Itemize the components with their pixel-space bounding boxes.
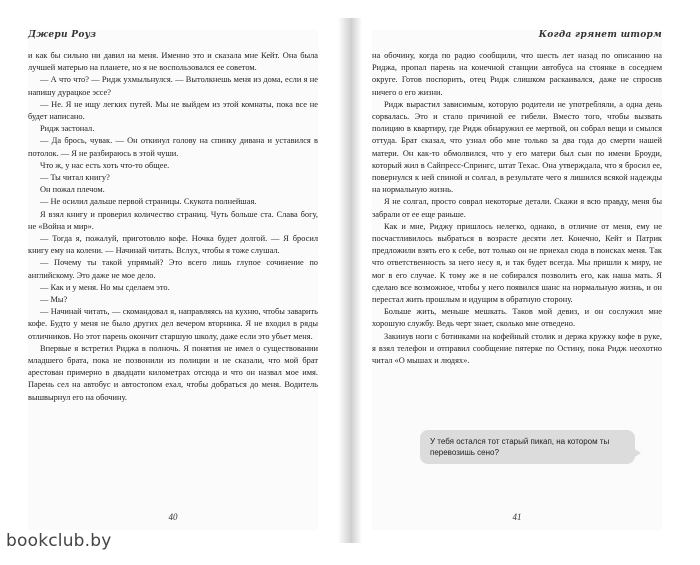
running-head-title: Когда грянет шторм bbox=[538, 30, 662, 40]
paragraph: Впервые я встретил Риджа в полночь. Я понятия не имел о существовании младшего брата, пока не позвонили из полиции и не сказали, что мой брат арестован примерно в двадцати километрах отсюда и что он назвал мое имя. Парень сел на автобус и автостопом ехал, чтобы добраться до меня. Водитель вышвырнул его на обочину. bbox=[28, 343, 318, 402]
right-page bbox=[372, 30, 662, 530]
page-number-right: 41 bbox=[512, 512, 522, 522]
paragraph: — А что что? — Ридж ухмыльнулся. — Вытолкнешь меня из дома, если я не напишу дурацкое эссе? bbox=[28, 75, 318, 97]
paragraph: Я не солгал, просто соврал некоторые детали. Скажи я всю правду, меня бы забрали от ее еще раньше. bbox=[372, 197, 662, 219]
paragraph: Что ж, у нас есть хоть что-то общее. bbox=[40, 160, 170, 170]
paragraph: Как и мне, Риджу пришлось нелегко, однако, в отличие от меня, ему не посчастливилось выбраться в возрасте десяти лет. Конечно, Кейт и Патрик предложили взять его к себе, вот только он не приехал сюда в поисках меня. Так что ответственность за него несу я, и так будет всегда. Мы пришли к миру, не мог в его случае. К тому же я не собирался позволить его, как наша мать. Я сделаю все возможное, чтобы у него появился шанс на нормальную жизнь, и он перестал жить прошлым и идущим в обратную сторону. bbox=[372, 221, 662, 305]
paragraph: — Мы? bbox=[40, 295, 68, 305]
paragraph: — Начинай читать, — скомандовал я, направляясь на кухню, чтобы заварить кофе. Будто у меня не было других дел вечером вторника. Я не входил в ряды отличников. Но этот парень окончит старшую школу, даже если это убьет меня. bbox=[28, 307, 318, 341]
page-number-left: 40 bbox=[168, 512, 178, 522]
running-head-author: Джери Роуз bbox=[28, 30, 97, 40]
paragraph: Он пожал плечом. bbox=[40, 185, 105, 195]
paragraph: — Да брось, чувак. — Он откинул голову на спинку дивана и уставился в потолок. — Я не разбираюсь в этой чуши. bbox=[28, 136, 318, 158]
right-page-text bbox=[372, 50, 662, 367]
paragraph: Ридж вырастил зависимым, которую родители не употребляли, а одна день сорвалась. Это и стало причиной ее гибели. Вместо того, чтобы вызвать полицию в квартиру, где Ридж обнаружил ее мертвой, он собрал вещи и смылся оттуда. Брат сказал, что узнал обо мне только за два года до смерти нашей матери. Он как-то обмолвился, что у его матери был сын по имени Броуди, который жил в Сайпресс-Спрингс, штат Техас. Она утверждала, что я бросил ее, повернулся к ней спиной и солгал, в результате чего я лишился всякой надежды на нормальную жизнь. bbox=[372, 99, 662, 195]
paragraph: — Тогда я, пожалуй, приготовлю кофе. Ночка будет долгой. — Я бросил книгу ему на колени. — Начинай читать. Вслух, чтобы я тоже слушал. bbox=[28, 234, 318, 256]
paragraph: — Не. Я не ищу легких путей. Мы не выйдем из этой комнаты, пока все не будет написано. bbox=[28, 99, 318, 122]
paragraph: Больше жить, меньше мешкать. Таков мой девиз, и он сослужил мне хорошую службу. Ведь черт знает, сколько мне отведено. bbox=[372, 307, 662, 329]
left-page bbox=[28, 30, 318, 530]
paragraph: — Не осилил дальше первой страницы. Скукота полнейшая. bbox=[40, 197, 257, 207]
paragraph: и как бы сильно ни давил на меня. Именно это и сказала мне Кейт. Она была лучшей матерью на планете, но я не воспользовался ее советом. bbox=[28, 51, 318, 73]
paragraph: Ридж застонал. bbox=[40, 124, 95, 134]
paragraph: — Почему ты такой упрямый? Это всего лишь глупое сочинение по английскому. Это даже не мое дело. bbox=[28, 258, 318, 280]
site-watermark: bookclub.by bbox=[6, 531, 112, 551]
paragraph: — Ты читал книгу? bbox=[40, 173, 110, 183]
chat-message-bubble: У тебя остался тот старый пикап, на котором ты перевозишь сено? bbox=[420, 430, 635, 464]
book-spine-gutter bbox=[338, 18, 362, 543]
paragraph: — Как и у меня. Но мы сделаем это. bbox=[40, 282, 170, 292]
paragraph: Я взял книгу и проверил количество страниц. Чуть больше ста. Слава богу, не «Война и мир». bbox=[28, 209, 318, 231]
paragraph: Закинув ноги с ботинками на кофейный столик и держа кружку кофе в руке, я взял телефон и отправил сообщение пятерке по Остину, пока Ридж неохотно читал «О мышах и людях». bbox=[372, 331, 662, 366]
left-page-text bbox=[28, 50, 318, 404]
paragraph: на обочину, когда по радио сообщили, что шесть лет назад по описанию на Риджа, пропал парень на конечной станции автобуса на стоянке в соседнем округе. Готов поспорить, отец Ридж слишком раскаивался, даже не спросив ничего о его жизни. bbox=[372, 51, 662, 97]
